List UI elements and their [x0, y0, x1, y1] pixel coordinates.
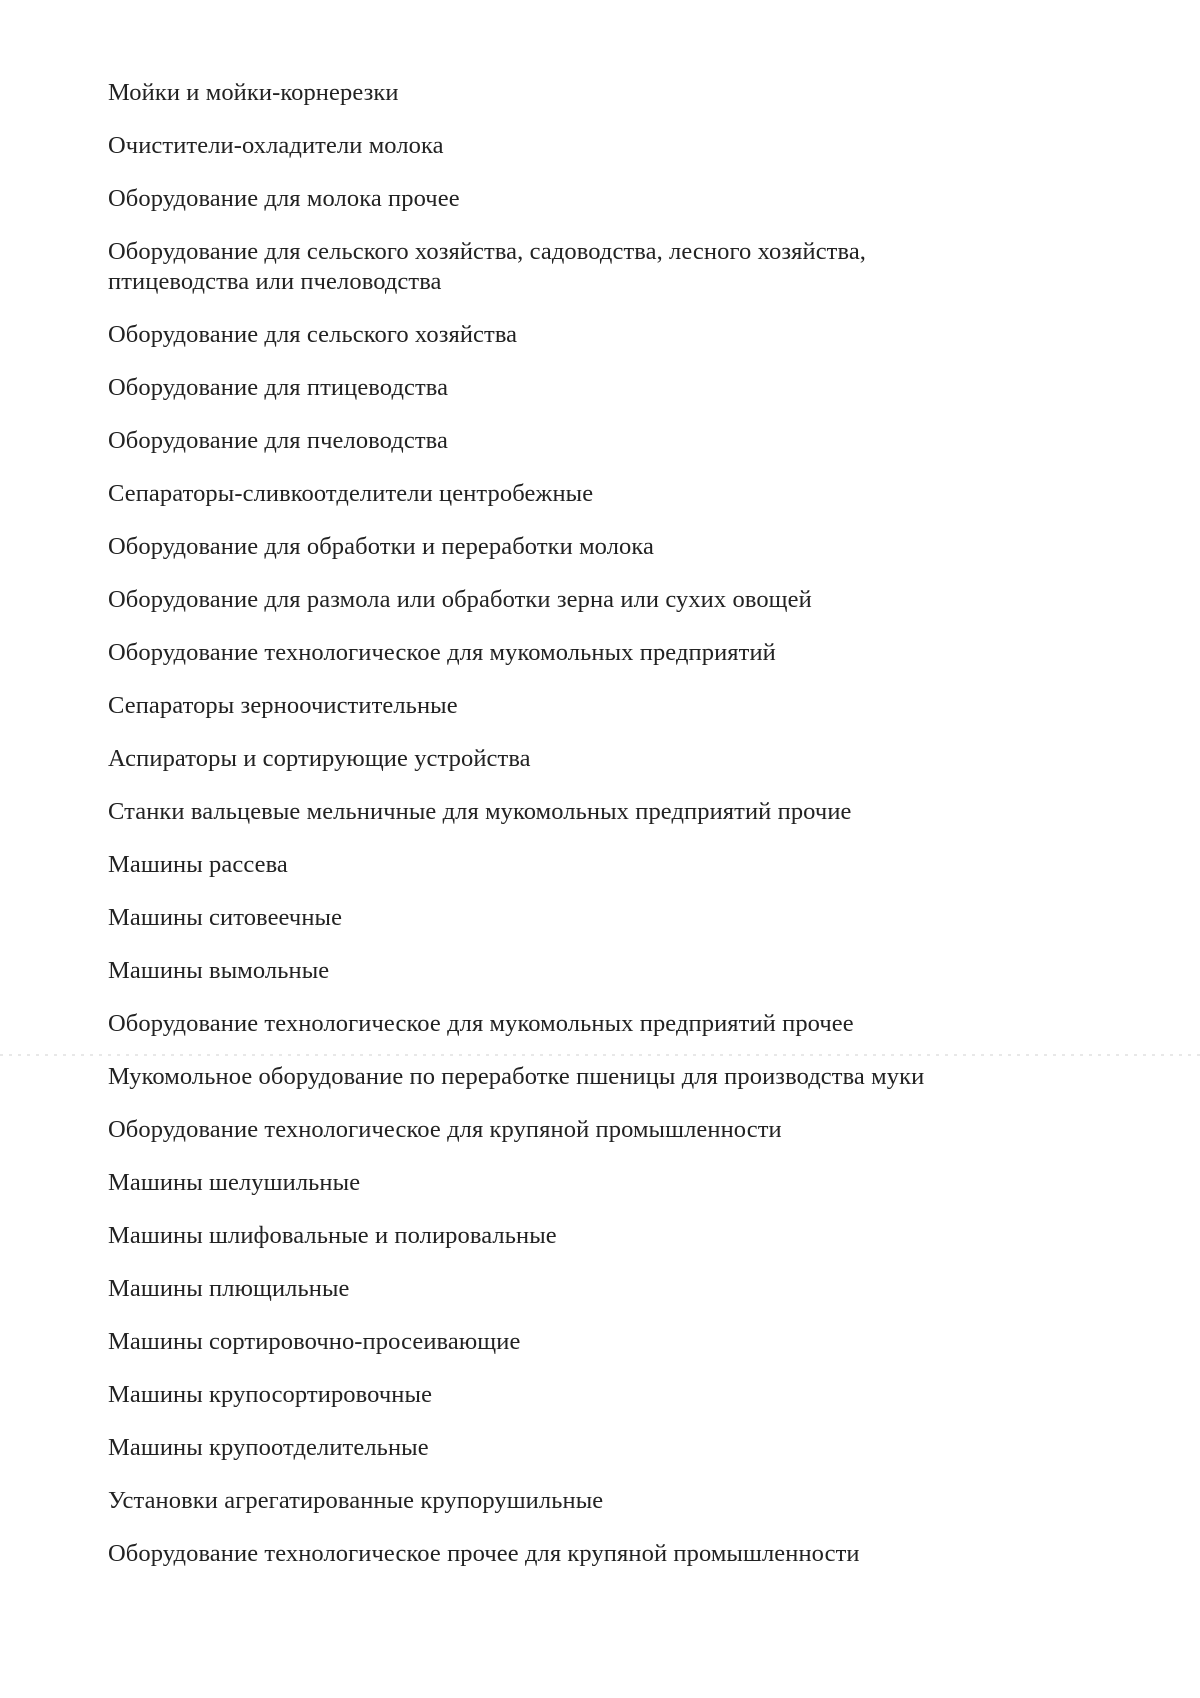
- list-item: Очистители-охладители молока: [108, 132, 444, 159]
- list-item: Машины сортировочно-просеивающие: [108, 1328, 521, 1355]
- list-item: Аспираторы и сортирующие устройства: [108, 745, 531, 772]
- list-item: Станки вальцевые мельничные для мукомольных предприятий прочие: [108, 798, 852, 825]
- list-item: Машины крупосортировочные: [108, 1381, 433, 1408]
- list-item: Установки агрегатированные крупорушильные: [108, 1487, 604, 1514]
- list-item: Оборудование технологическое прочее для крупяной промышленности: [108, 1540, 860, 1567]
- list-item: Оборудование для размола или обработки зерна или сухих овощей: [108, 586, 812, 613]
- list-item: Оборудование для обработки и переработки молока: [108, 533, 654, 560]
- list-item: Машины ситовеечные: [108, 904, 343, 931]
- list-item: Оборудование для молока прочее: [108, 185, 460, 212]
- list-item: Сепараторы зерноочистительные: [108, 692, 458, 719]
- scan-artifact-line: [0, 1054, 1200, 1056]
- list-item: Машины вымольные: [108, 957, 330, 984]
- list-item: Машины шелушильные: [108, 1169, 361, 1196]
- list-item: Оборудование технологическое для крупяной промышленности: [108, 1116, 782, 1143]
- equipment-list: [108, 78, 1108, 1592]
- list-item: Мукомольное оборудование по переработке пшеницы для производства муки: [108, 1063, 925, 1090]
- list-item: Мойки и мойки-корнерезки: [108, 79, 399, 106]
- list-item: Машины рассева: [108, 851, 288, 878]
- list-item: Оборудование для сельского хозяйства, садоводства, лесного хозяйства, птицеводства или пчеловодства: [108, 238, 867, 295]
- list-item: Сепараторы-сливкоотделители центробежные: [108, 480, 594, 507]
- list-item: Машины крупоотделительные: [108, 1434, 429, 1461]
- list-item: Оборудование для пчеловодства: [108, 427, 448, 454]
- list-item: Машины плющильные: [108, 1275, 350, 1302]
- list-item: Оборудование технологическое для мукомольных предприятий прочее: [108, 1010, 854, 1037]
- list-item: Оборудование технологическое для мукомольных предприятий: [108, 639, 776, 666]
- list-item: Машины шлифовальные и полировальные: [108, 1222, 557, 1249]
- list-item: Оборудование для птицеводства: [108, 374, 449, 401]
- list-item: Оборудование для сельского хозяйства: [108, 321, 518, 348]
